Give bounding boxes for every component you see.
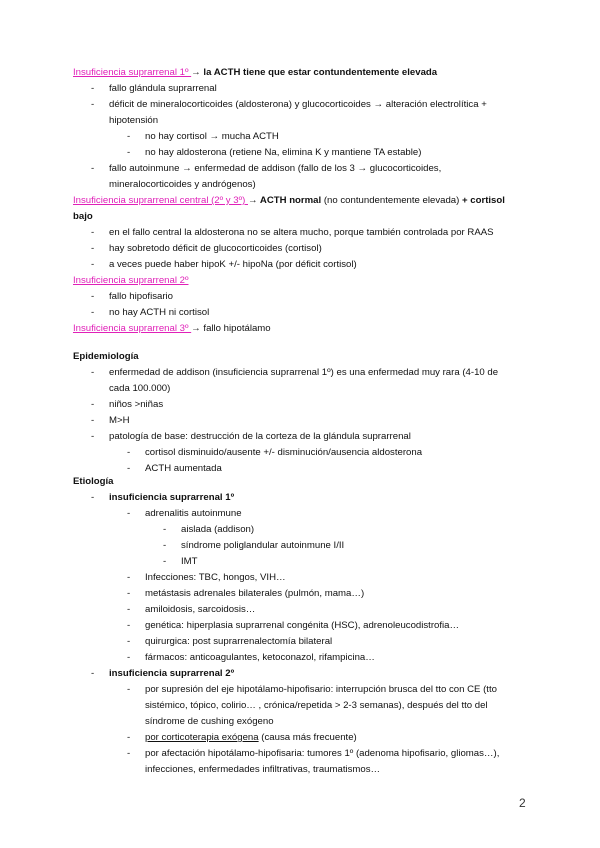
text-line	[109, 306, 209, 320]
text-span: fallo autoinmune → enfermedad de addison (fallo de los 3 → glucocorticoides,	[109, 163, 442, 174]
text-span: no hay ACTH ni cortisol	[109, 307, 210, 318]
text-span: a veces puede haber hipoK +/- hipoNa (por déficit cortisol)	[109, 259, 357, 270]
text-span: en el fallo central la aldosterona no se altera mucho, porque también controlada por RAAS	[109, 227, 494, 238]
text-span: por afectación hipotálamo-hipofisaria: tumores 1º (adenoma hipofisario, gliomas…),	[145, 748, 500, 759]
bullet-dash: -	[127, 604, 131, 615]
text-line	[145, 731, 357, 745]
text-line	[109, 667, 234, 681]
text-span: cortisol disminuido/ausente +/- disminución/ausencia aldosterona	[145, 447, 423, 458]
text-line	[181, 539, 344, 553]
text-span: síndrome de cushing exógeno	[145, 716, 274, 727]
text-line	[145, 587, 364, 601]
text-line	[145, 462, 222, 476]
bullet-dash: -	[163, 524, 167, 535]
bullet-dash: -	[91, 307, 95, 318]
bullet-dash: -	[91, 163, 95, 174]
section-link[interactable]: Insuficiencia suprarrenal 2º	[73, 275, 189, 286]
text-span: insuficiencia suprarrenal 2º	[109, 668, 235, 679]
text-span: por supresión del eje hipotálamo-hipofisario: interrupción brusca del tto con CE (tto	[145, 684, 497, 695]
text-span: por corticoterapia exógena	[145, 732, 259, 743]
bullet-dash: -	[91, 243, 95, 254]
text-line	[109, 98, 487, 112]
bullet-dash: -	[127, 131, 131, 142]
text-span: genética: hiperplasia suprarrenal congénita (HSC), adrenoleucodistrofia…	[145, 620, 460, 631]
text-line	[109, 162, 441, 176]
text-span: → fallo hipotálamo	[191, 323, 271, 334]
text-line	[145, 571, 286, 585]
bullet-dash: -	[91, 431, 95, 442]
text-line	[109, 178, 256, 192]
text-span: → la ACTH tiene que estar contundentemente elevada	[191, 67, 438, 78]
bullet-dash: -	[91, 99, 95, 110]
text-span: infecciones, enfermedades infiltrativas, traumatismos…	[145, 764, 381, 775]
bullet-dash: -	[91, 227, 95, 238]
bullet-dash: -	[127, 620, 131, 631]
text-line	[73, 66, 437, 80]
text-line	[109, 382, 170, 396]
text-line	[145, 699, 488, 713]
text-line	[109, 290, 173, 304]
text-span: ACTH aumentada	[145, 463, 222, 474]
bullet-dash: -	[163, 556, 167, 567]
bullet-dash: -	[91, 399, 95, 410]
section-link[interactable]: Insuficiencia suprarrenal central (2º y 3º)	[73, 195, 248, 206]
text-span: adrenalitis autoinmune	[145, 508, 242, 519]
text-line	[109, 430, 411, 444]
text-line	[109, 414, 130, 428]
text-span: amiloidosis, sarcoidosis…	[145, 604, 256, 615]
text-line	[145, 651, 375, 665]
text-line	[145, 715, 274, 729]
text-span: patología de base: destrucción de la corteza de la glándula suprarrenal	[109, 431, 411, 442]
text-span: Etiología	[73, 476, 114, 487]
text-span: cada 100.000)	[109, 383, 171, 394]
bullet-dash: -	[127, 147, 131, 158]
text-line	[73, 194, 505, 208]
text-span: Epidemiología	[73, 351, 139, 362]
bullet-dash: -	[91, 492, 95, 503]
text-span: insuficiencia suprarrenal 1º	[109, 492, 235, 503]
bullet-dash: -	[127, 732, 131, 743]
bullet-dash: -	[163, 540, 167, 551]
bullet-dash: -	[127, 588, 131, 599]
text-line	[145, 763, 380, 777]
bullet-dash: -	[91, 367, 95, 378]
text-span: Infecciones: TBC, hongos, VIH…	[145, 572, 286, 583]
text-span: M>H	[109, 415, 130, 426]
text-span: (causa más frecuente)	[258, 732, 357, 743]
bullet-dash: -	[127, 572, 131, 583]
bullet-dash: -	[127, 636, 131, 647]
text-line	[145, 446, 422, 460]
bullet-dash: -	[91, 83, 95, 94]
text-span: hipotensión	[109, 115, 159, 126]
text-line	[109, 82, 217, 96]
text-span: hay sobretodo déficit de glucocorticoides (cortisol)	[109, 243, 322, 254]
text-span: metástasis adrenales bilaterales (pulmón, mama…)	[145, 588, 365, 599]
text-span: quirurgica: post suprarrenalectomía bilateral	[145, 636, 333, 647]
text-span: no hay cortisol → mucha ACTH	[145, 131, 279, 142]
text-line	[145, 747, 499, 761]
text-line	[73, 350, 139, 364]
text-line	[109, 242, 322, 256]
text-line	[109, 258, 357, 272]
text-line	[181, 523, 254, 537]
text-span: IMT	[181, 556, 198, 567]
text-line	[145, 507, 242, 521]
bullet-dash: -	[91, 415, 95, 426]
bullet-dash: -	[91, 668, 95, 679]
text-line	[109, 366, 498, 380]
text-line	[73, 475, 114, 489]
page-number: 2	[519, 796, 526, 810]
text-span: bajo	[73, 211, 93, 222]
text-span: + cortisol	[462, 195, 505, 206]
text-span: niños >niñas	[109, 399, 164, 410]
text-span: mineralocorticoides y andrógenos)	[109, 179, 256, 190]
text-span: no hay aldosterona (retiene Na, elimina K y mantiene TA estable)	[145, 147, 422, 158]
text-span: sistémico, tópico, colirio… , crónica/repetida > 2-3 semanas), después del tto del	[145, 700, 488, 711]
bullet-dash: -	[127, 684, 131, 695]
text-line	[145, 130, 279, 144]
bullet-dash: -	[127, 748, 131, 759]
text-line	[145, 603, 255, 617]
text-span: fallo glándula suprarrenal	[109, 83, 217, 94]
section-link[interactable]: Insuficiencia suprarrenal 1º	[73, 67, 192, 78]
text-line	[145, 683, 497, 697]
text-line	[145, 635, 332, 649]
text-span: enfermedad de addison (insuficiencia suprarrenal 1º) es una enfermedad muy rara (4-10 de	[109, 367, 499, 378]
text-line	[109, 226, 494, 240]
text-span: síndrome poliglandular autoinmune I/II	[181, 540, 345, 551]
bullet-dash: -	[91, 259, 95, 270]
text-line	[73, 322, 271, 336]
text-line	[109, 491, 234, 505]
bullet-dash: -	[127, 508, 131, 519]
text-span: → ACTH normal	[247, 195, 322, 206]
text-line	[73, 274, 189, 288]
bullet-dash: -	[127, 463, 131, 474]
text-span: fármacos: anticoagulantes, ketoconazol, rifampicina…	[145, 652, 375, 663]
text-span: déficit de mineralocorticoides (aldosterona) y glucocorticoides → alteración electrolítica +	[109, 99, 487, 110]
text-line	[145, 146, 421, 160]
text-line	[73, 210, 93, 224]
text-line	[181, 555, 198, 569]
text-span: aislada (addison)	[181, 524, 255, 535]
text-line	[109, 114, 158, 128]
text-span: (no contundentemente elevada)	[321, 195, 462, 206]
bullet-dash: -	[91, 291, 95, 302]
text-line	[109, 398, 163, 412]
bullet-dash: -	[127, 447, 131, 458]
bullet-dash: -	[127, 652, 131, 663]
text-span: fallo hipofisario	[109, 291, 173, 302]
section-link[interactable]: Insuficiencia suprarrenal 3º	[73, 323, 192, 334]
text-line	[145, 619, 459, 633]
